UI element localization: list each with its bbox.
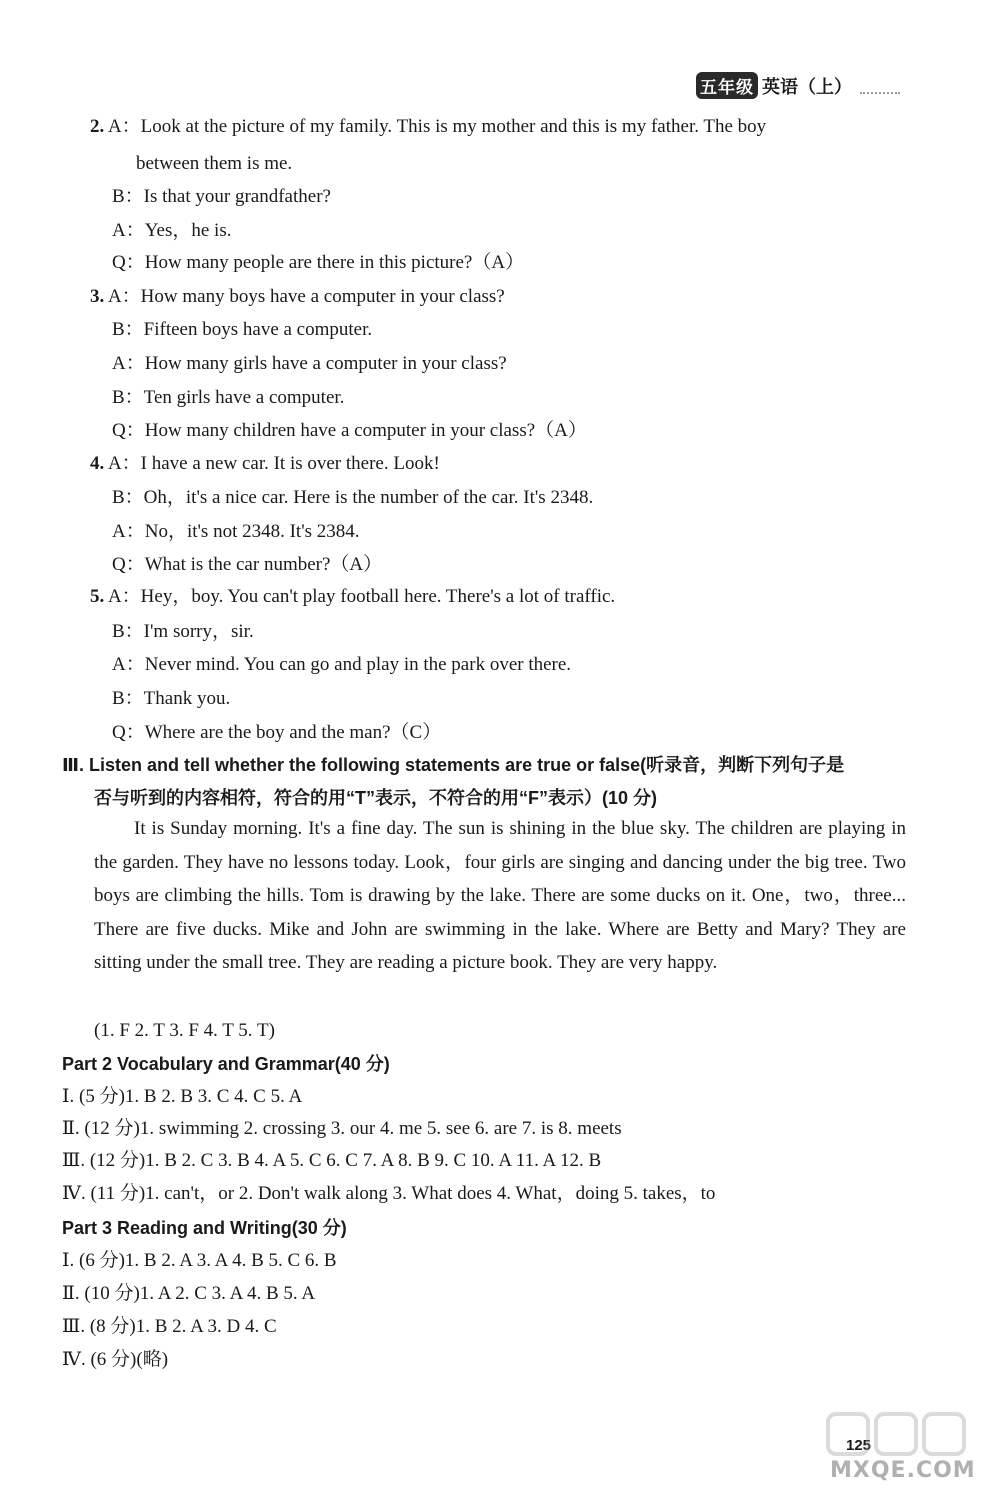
dialogue-3-b2: B：Ten girls have a computer. — [112, 387, 345, 408]
dialogue-2-a2: A：Yes，he is. — [112, 220, 232, 241]
dialogue-5-a2: A：Never mind. You can go and play in the park over there. — [112, 654, 572, 675]
header-decoration — [860, 78, 900, 94]
part-3-title: Part 3 Reading and Writing(30 分) — [62, 1218, 347, 1238]
section-3-heading-line-2: 否与听到的内容相符，符合的用“T”表示，不符合的用“F”表示）(10 分) — [94, 788, 657, 808]
dialogue-2-q: Q：How many people are there in this picture?（A） — [112, 252, 525, 273]
dialogue-5-a1: 5. A：Hey，boy. You can't play football here. There's a lot of traffic. — [90, 586, 616, 607]
part-2-answers-i: Ⅰ. (5 分)1. B 2. B 3. C 4. C 5. A — [62, 1086, 303, 1107]
dialogue-2-a1-cont: between them is me. — [136, 153, 293, 174]
part-3-answers-i: Ⅰ. (6 分)1. B 2. A 3. A 4. B 5. C 6. B — [62, 1250, 337, 1271]
part-2-answers-iii: Ⅲ. (12 分)1. B 2. C 3. B 4. A 5. C 6. C 7. A 8. B 9. C 10. A 11. A 12. B — [62, 1150, 602, 1171]
dialogue-2-b1: B：Is that your grandfather? — [112, 186, 331, 207]
watermark-text: MXQE.COM — [830, 1458, 976, 1483]
dialogue-3-a1: 3. A：How many boys have a computer in your class? — [90, 286, 505, 307]
dialogue-5-b2: B：Thank you. — [112, 688, 231, 709]
grade-badge: 五年级 — [696, 72, 758, 99]
part-2-answers-ii: Ⅱ. (12 分)1. swimming 2. crossing 3. our 4. me 5. see 6. are 7. is 8. meets — [62, 1118, 622, 1139]
section-3-heading-line-1: Ⅲ. Listen and tell whether the following statements are true or false(听录音，判断下列句子是 — [62, 755, 845, 775]
dialogue-4-a2: A：No，it's not 2348. It's 2384. — [112, 521, 360, 542]
dialogue-3-b1: B：Fifteen boys have a computer. — [112, 319, 373, 340]
dialogue-5-b1: B：I'm sorry，sir. — [112, 621, 254, 642]
dialogue-2-a1: 2. A：Look at the picture of my family. This is my mother and this is my father. The boy — [90, 116, 767, 137]
dialogue-4-a1: 4. A：I have a new car. It is over there. Look! — [90, 453, 440, 474]
section-3-answers: (1. F 2. T 3. F 4. T 5. T) — [94, 1020, 275, 1041]
dialogue-4-q: Q：What is the car number?（A） — [112, 554, 383, 575]
dialogue-4-b1: B：Oh，it's a nice car. Here is the number of the car. It's 2348. — [112, 487, 594, 508]
page-header — [696, 72, 900, 99]
dialogue-3-a2: A：How many girls have a computer in your class? — [112, 353, 507, 374]
listening-passage: It is Sunday morning. It's a fine day. The sun is shining in the blue sky. The children are playing in the garden. They have no lessons today. Look，four girls are singing and dancing under the big tree. Two boys are climbing the hills. Tom is drawing by the lake. There are some ducks on it. One，two，three... There are five ducks. Mike and John are swimming in the lake. Where are Betty and Mary? They are sitting under the small tree. They are reading a picture book. They are very happy. — [94, 818, 906, 973]
part-2-answers-iv: Ⅳ. (11 分)1. can't，or 2. Don't walk along 3. What does 4. What，doing 5. takes，to — [62, 1183, 716, 1204]
part-3-answers-iv: Ⅳ. (6 分)(略) — [62, 1349, 169, 1370]
part-3-answers-ii: Ⅱ. (10 分)1. A 2. C 3. A 4. B 5. A — [62, 1283, 316, 1304]
subject-title: 英语（上） — [762, 76, 852, 98]
dialogue-3-q: Q：How many children have a computer in your class?（A） — [112, 420, 587, 441]
part-2-title: Part 2 Vocabulary and Grammar(40 分) — [62, 1054, 390, 1074]
dialogue-5-q: Q：Where are the boy and the man?（C） — [112, 722, 442, 743]
page-number: 125 — [846, 1437, 872, 1454]
part-3-answers-iii: Ⅲ. (8 分)1. B 2. A 3. D 4. C — [62, 1316, 277, 1337]
